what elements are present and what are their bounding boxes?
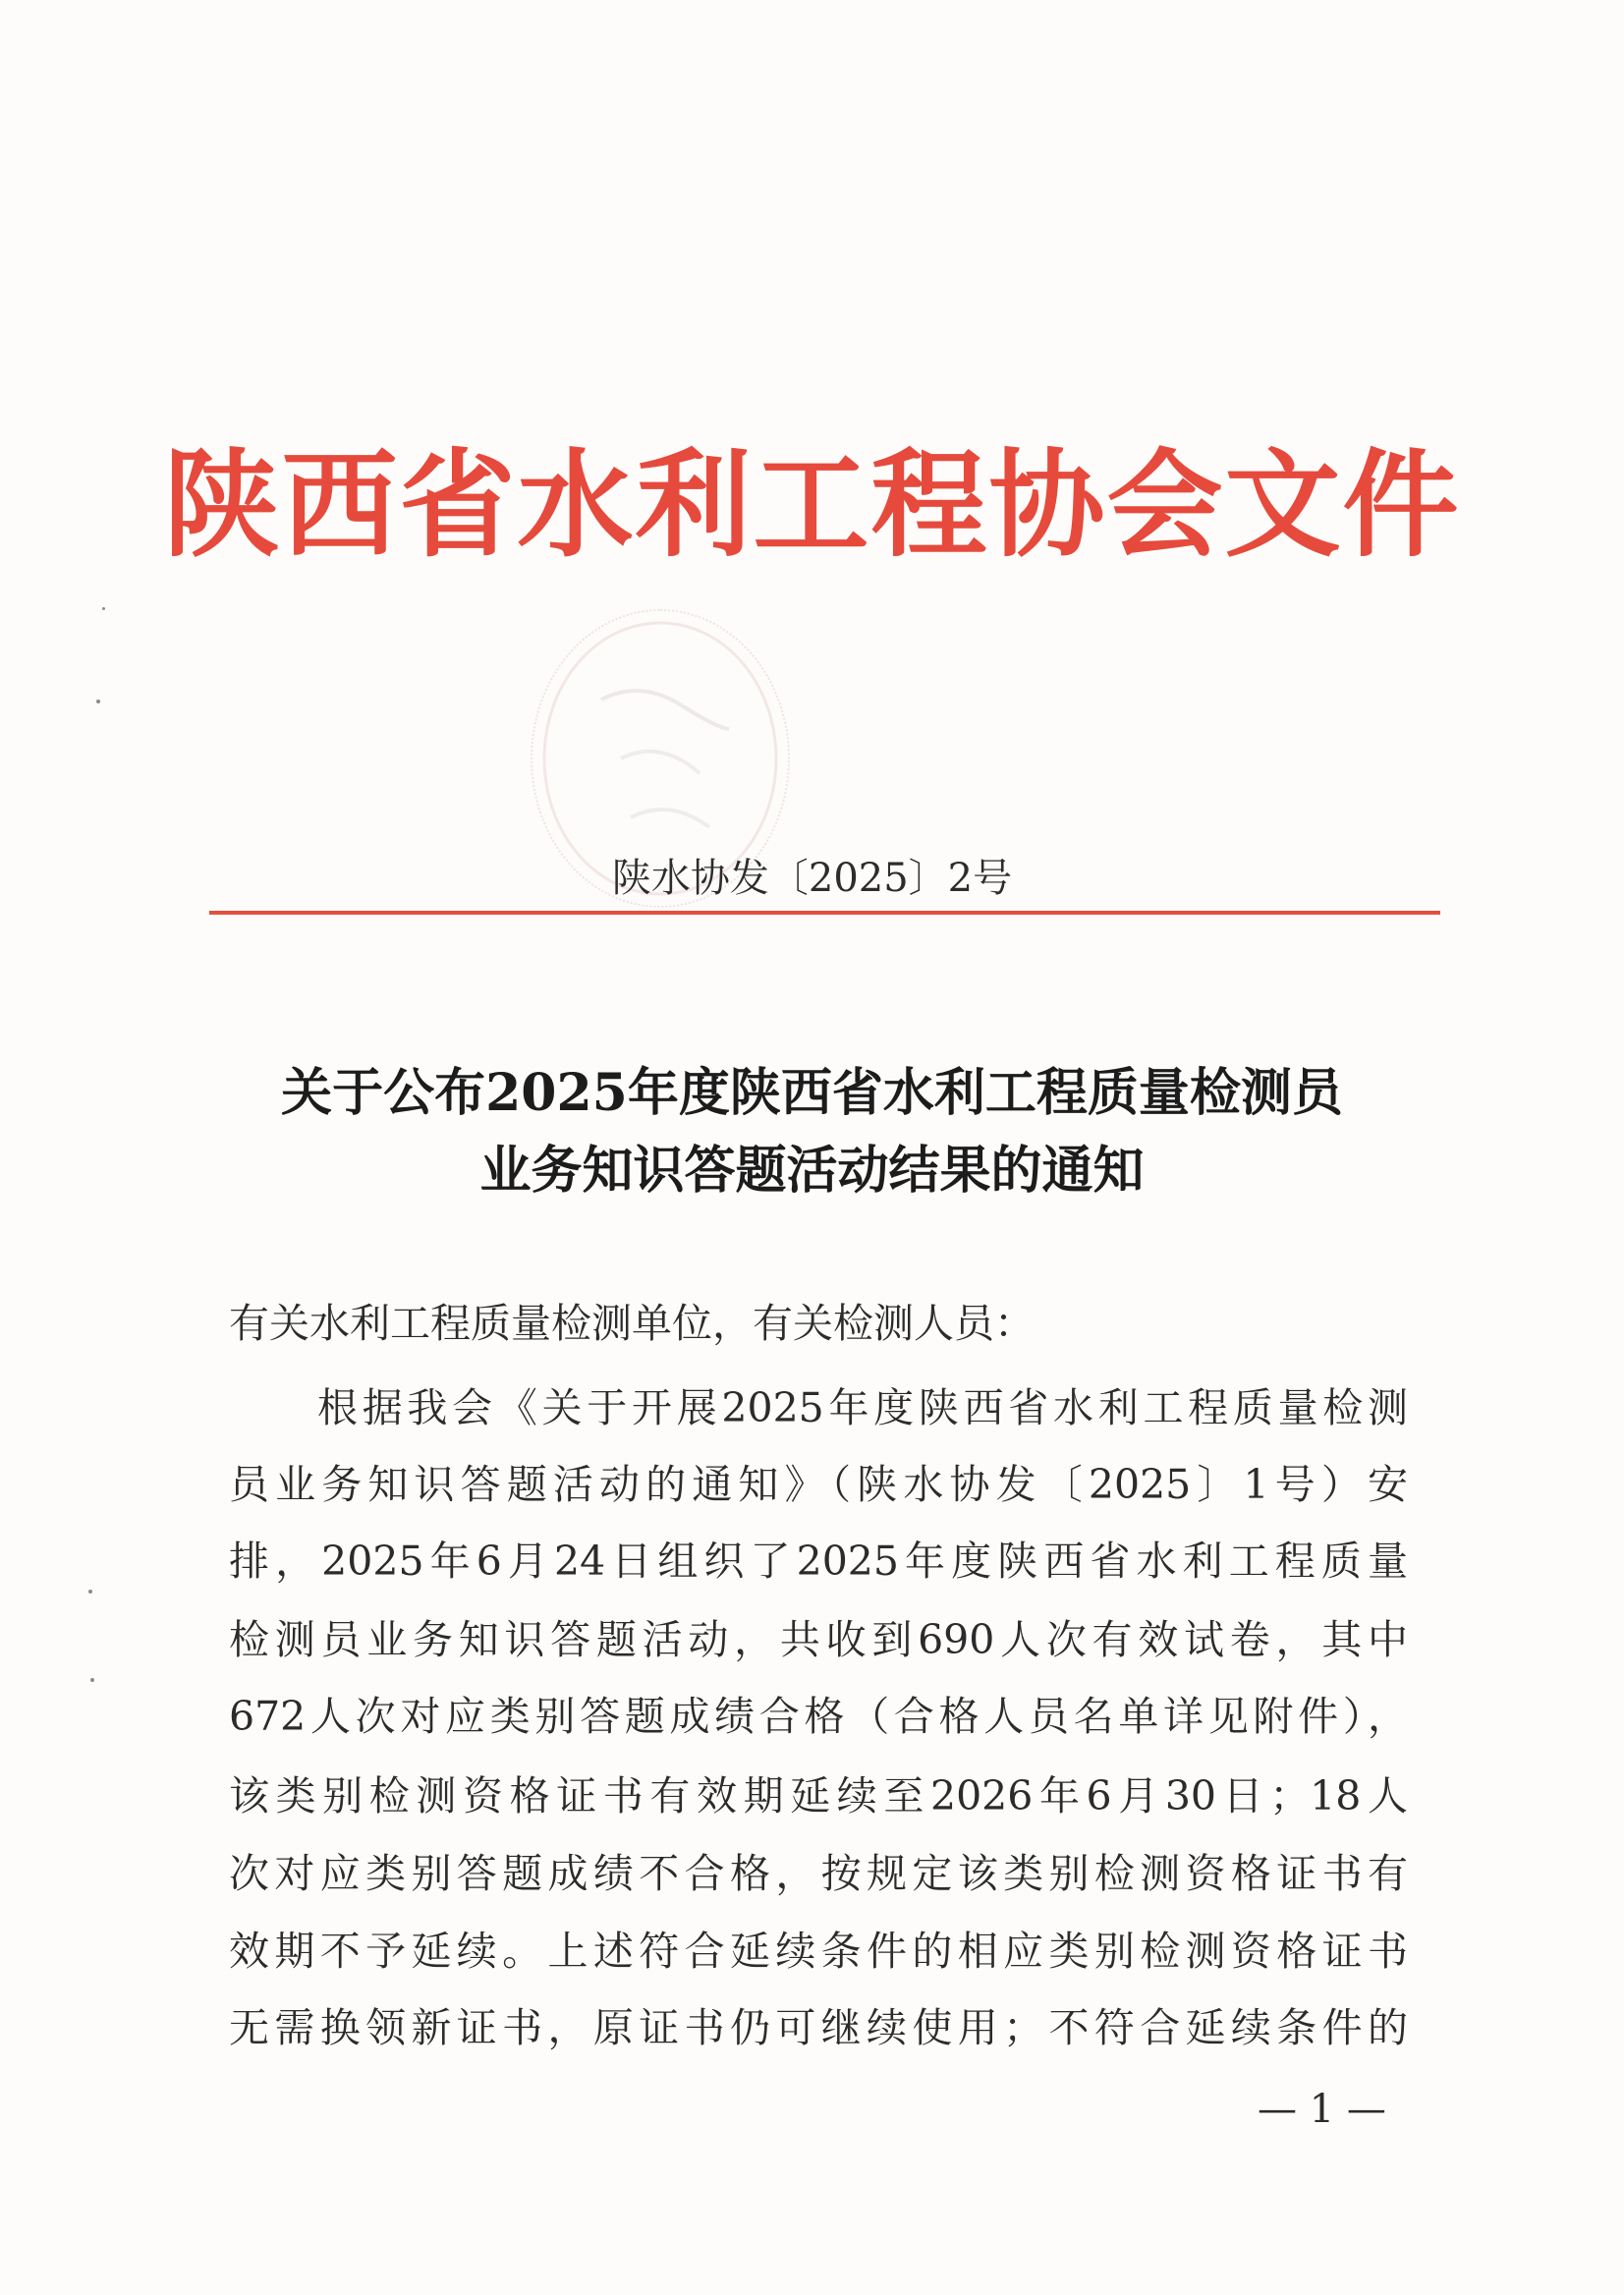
scan-speck: [88, 1590, 92, 1594]
body-line: 排，2025年6月24日组织了2025年度陕西省水利工程质量: [229, 1538, 1408, 1585]
issuer-masthead: 陕西省水利工程协会文件: [163, 437, 1461, 573]
document-number: 陕水协发〔2025〕2号: [611, 856, 1013, 901]
body-line: 无需换领新证书，原证书仍可继续使用；不符合延续条件的: [229, 2004, 1408, 2051]
body-line: 效期不予延续。上述符合延续条件的相应类别检测资格证书: [229, 1928, 1408, 1975]
notice-title-line-1: 关于公布2025年度陕西省水利工程质量检测员: [281, 1063, 1343, 1123]
body-line: 该类别检测资格证书有效期延续至2026年6月30日；18人: [229, 1772, 1408, 1819]
body-line: 员业务知识答题活动的通知》（陕水协发〔2025〕1号）安: [229, 1461, 1408, 1508]
scan-speck: [96, 700, 100, 703]
body-line: 检测员业务知识答题活动，共收到690人次有效试卷，其中: [229, 1616, 1408, 1663]
scan-speck: [90, 1678, 94, 1682]
scan-speck: [102, 607, 105, 610]
red-divider-rule: [209, 911, 1440, 915]
body-line: 672人次对应类别答题成绩合格（合格人员名单详见附件），: [229, 1693, 1408, 1740]
salutation: 有关水利工程质量检测单位，有关检测人员：: [229, 1300, 1035, 1347]
notice-title-line-2: 业务知识答题活动结果的通知: [479, 1141, 1145, 1201]
body-line: 根据我会《关于开展2025年度陕西省水利工程质量检测: [317, 1384, 1408, 1431]
page-number: — 1 —: [1258, 2087, 1386, 2132]
body-line: 次对应类别答题成绩不合格，按规定该类别检测资格证书有: [229, 1850, 1408, 1897]
